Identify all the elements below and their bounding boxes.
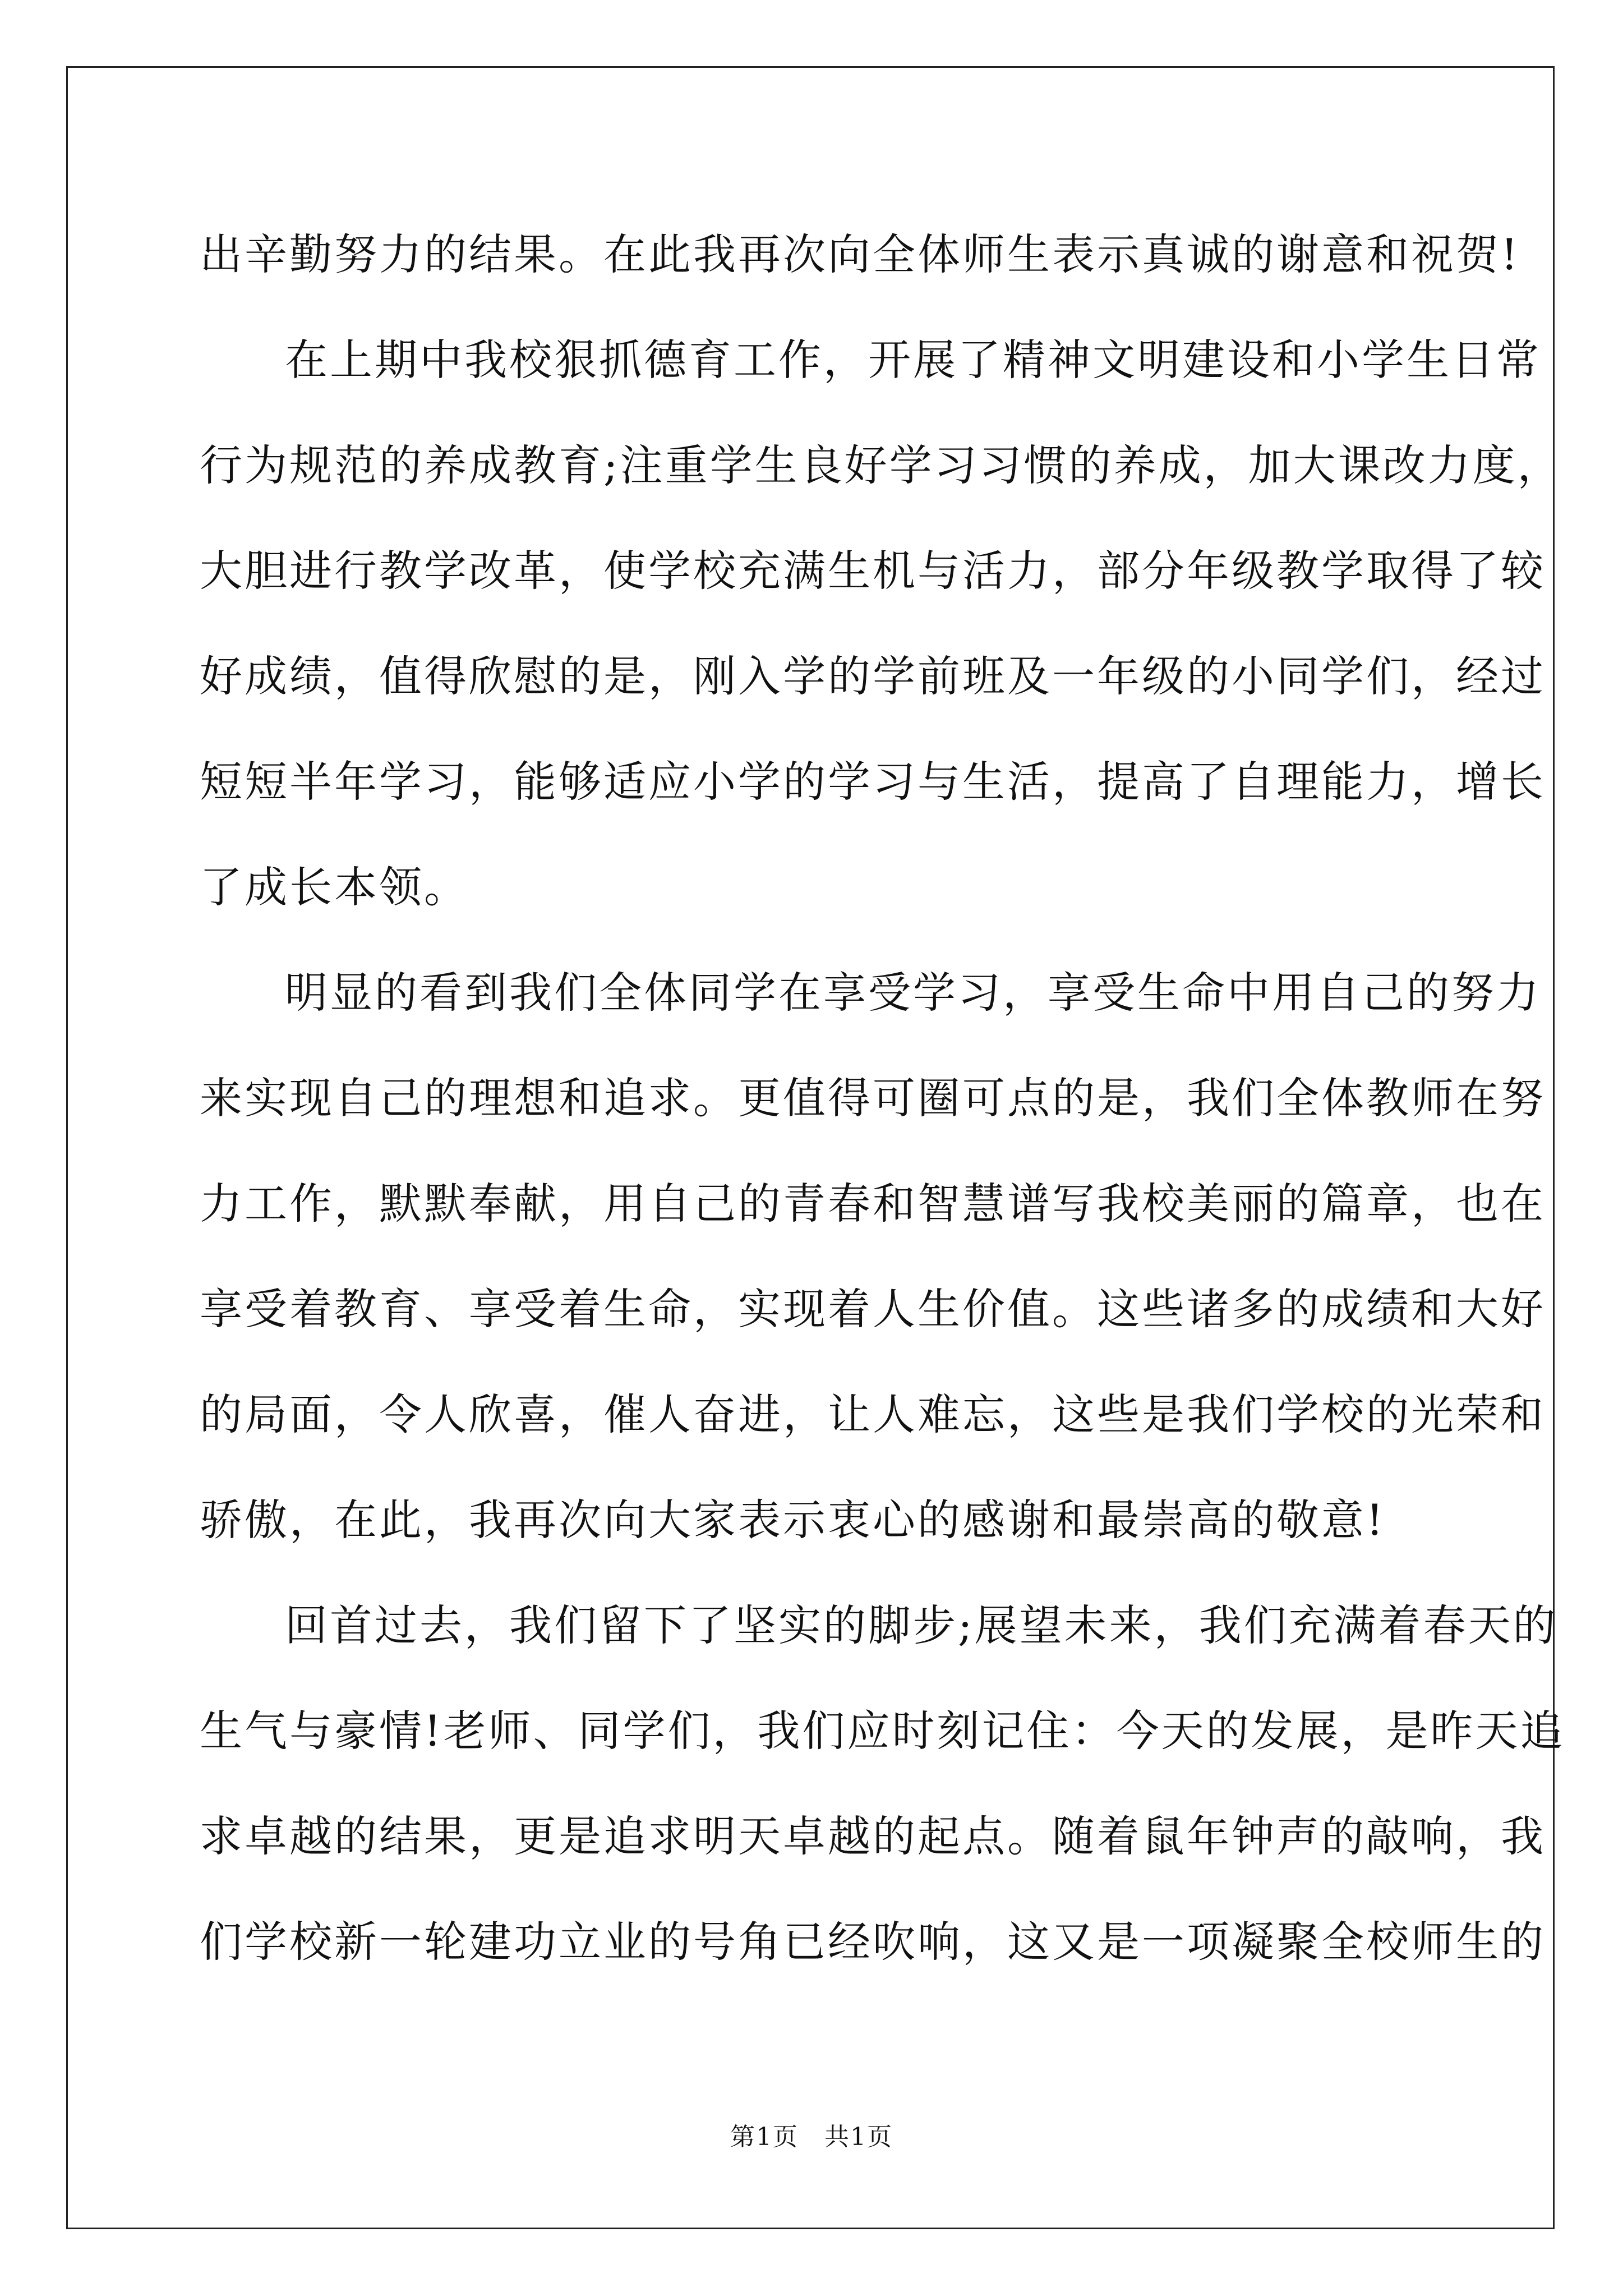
text-line: 求卓越的结果，更是追求明天卓越的起点。随着鼠年钟声的敲响，我 (200, 1811, 1546, 1861)
text-line: 骄傲，在此，我再次向大家表示衷心的感谢和最崇高的敬意! (200, 1495, 1386, 1545)
page-number-footer: 第1页 共1页 (730, 2123, 893, 2151)
text-line: 大胆进行教学改革，使学校充满生机与活力，部分年级教学取得了较 (200, 546, 1546, 596)
text-line: 的局面，令人欣喜，催人奋进，让人难忘，这些是我们学校的光荣和 (200, 1389, 1546, 1439)
text-line: 们学校新一轮建功立业的号角已经吹响，这又是一项凝聚全校师生的 (200, 1917, 1546, 1967)
text-line: 短短半年学习，能够适应小学的学习与生活，提高了自理能力，增长 (200, 757, 1546, 807)
text-line: 来实现自己的理想和追求。更值得可圈可点的是，我们全体教师在努 (200, 1073, 1546, 1123)
text-line: 行为规范的养成教育;注重学生良好学习习惯的养成，加大课改力度， (200, 440, 1562, 490)
text-line: 出辛勤努力的结果。在此我再次向全体师生表示真诚的谢意和祝贺! (200, 229, 1520, 279)
text-line: 力工作，默默奉献，用自己的青春和智慧谱写我校美丽的篇章，也在 (200, 1179, 1546, 1228)
text-line: 明显的看到我们全体同学在享受学习，享受生命中用自己的努力 (285, 968, 1541, 1018)
text-line: 好成绩，值得欣慰的是，刚入学的学前班及一年级的小同学们，经过 (200, 651, 1546, 701)
text-line: 回首过去，我们留下了坚实的脚步;展望未来，我们充满着春天的 (285, 1600, 1558, 1650)
document-body (200, 202, 1565, 1995)
text-line: 生气与豪情!老师、同学们，我们应时刻记住：今天的发展，是昨天追 (200, 1706, 1565, 1756)
text-line: 在上期中我校狠抓德育工作，开展了精神文明建设和小学生日常 (285, 335, 1541, 385)
text-line: 享受着教育、享受着生命，实现着人生价值。这些诸多的成绩和大好 (200, 1284, 1546, 1334)
text-line: 了成长本领。 (200, 862, 469, 912)
